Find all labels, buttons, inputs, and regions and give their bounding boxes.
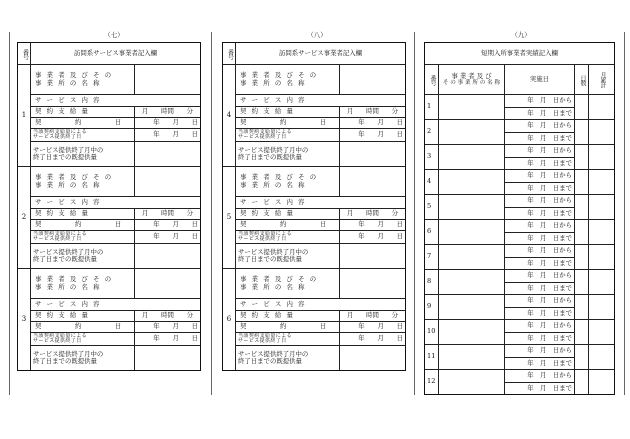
section-7-table <box>17 42 201 371</box>
short-stay-provider-field[interactable] <box>439 345 505 370</box>
short-stay-monthly-total-field[interactable] <box>589 145 615 170</box>
short-stay-monthly-total-field[interactable] <box>589 220 615 245</box>
entry-number: 1 <box>18 65 31 167</box>
contract-date-field[interactable]: 年 月 日 <box>135 220 201 231</box>
short-stay-provider-field[interactable] <box>439 120 505 145</box>
short-stay-to-date[interactable]: 年 月 日まで <box>505 357 575 370</box>
contract-amount-field[interactable]: 月 時間 分 <box>340 107 406 118</box>
contract-date-field[interactable]: 年 月 日 <box>340 118 406 129</box>
contract-amount-label: 契 約 支 給 量 <box>236 311 340 322</box>
short-stay-provider-field[interactable] <box>439 220 505 245</box>
used-amount-label: サービス提供終了月中の 終了日までの既提供量 <box>31 244 135 269</box>
used-amount-field[interactable] <box>135 142 201 167</box>
short-stay-from-date[interactable]: 年 月 日から <box>505 370 575 383</box>
number-header: 番号 <box>223 43 236 65</box>
contract-end-label: 当該契約支給量による サービス提供終了日 <box>31 333 135 346</box>
used-amount-label: サービス提供終了月中の 終了日までの既提供量 <box>31 346 135 371</box>
contract-amount-field[interactable]: 月 時間 分 <box>340 209 406 220</box>
short-stay-provider-field[interactable] <box>439 170 505 195</box>
entry-number: 6 <box>223 269 236 371</box>
contract-amount-label: 契 約 支 給 量 <box>31 209 135 220</box>
short-stay-row-number: 3 <box>425 145 439 170</box>
number-header: 番号 <box>425 65 439 95</box>
contract-end-field[interactable]: 年 月 日 <box>340 333 406 346</box>
short-stay-monthly-total-field[interactable] <box>589 320 615 345</box>
section-8-table <box>222 42 406 371</box>
short-stay-provider-field[interactable] <box>439 195 505 220</box>
short-stay-row-number: 10 <box>425 320 439 345</box>
short-stay-to-date[interactable]: 年 月 日まで <box>505 307 575 320</box>
provider-name-field[interactable] <box>135 167 201 197</box>
used-amount-field[interactable] <box>135 346 201 371</box>
service-content-field[interactable]: サ ー ビ ス 内 容 <box>236 197 406 209</box>
short-stay-provider-field[interactable] <box>439 270 505 295</box>
short-stay-from-date[interactable]: 年 月 日から <box>505 95 575 108</box>
used-amount-field[interactable] <box>340 142 406 167</box>
service-content-field[interactable]: サ ー ビ ス 内 容 <box>236 299 406 311</box>
used-amount-field[interactable] <box>340 244 406 269</box>
short-stay-from-date[interactable]: 年 月 日から <box>505 320 575 333</box>
service-content-field[interactable]: サ ー ビ ス 内 容 <box>31 197 201 209</box>
short-stay-days-field[interactable] <box>575 345 589 370</box>
contract-date-label: 契 約 日 <box>236 322 340 333</box>
entry-number: 5 <box>223 167 236 269</box>
short-stay-to-date[interactable]: 年 月 日まで <box>505 107 575 120</box>
short-stay-days-field[interactable] <box>575 370 589 395</box>
contract-amount-label: 契 約 支 給 量 <box>236 209 340 220</box>
contract-end-field[interactable]: 年 月 日 <box>135 129 201 142</box>
number-header: 番号 <box>18 43 31 65</box>
short-stay-from-date[interactable]: 年 月 日から <box>505 220 575 233</box>
service-content-field[interactable]: サ ー ビ ス 内 容 <box>31 95 201 107</box>
contract-date-field[interactable]: 年 月 日 <box>340 220 406 231</box>
contract-end-label: 当該契約支給量による サービス提供終了日 <box>236 333 340 346</box>
short-stay-row-number: 9 <box>425 295 439 320</box>
contract-date-label: 契 約 日 <box>236 220 340 231</box>
short-stay-to-date[interactable]: 年 月 日まで <box>505 282 575 295</box>
short-stay-monthly-total-field[interactable] <box>589 270 615 295</box>
contract-end-label: 当該契約支給量による サービス提供終了日 <box>236 231 340 244</box>
short-stay-row-number: 5 <box>425 195 439 220</box>
section-7-title: 訪問系サービス事業者記入欄 <box>31 43 201 65</box>
contract-date-label: 契 約 日 <box>31 118 135 129</box>
provider-name-label: 事 業 者 及 び そ の 事 業 所 の 名 称 <box>31 167 135 197</box>
contract-end-label: 当該契約支給量による サービス提供終了日 <box>236 129 340 142</box>
contract-end-field[interactable]: 年 月 日 <box>135 333 201 346</box>
short-stay-provider-field[interactable] <box>439 320 505 345</box>
short-stay-days-field[interactable] <box>575 295 589 320</box>
section-7-label: （七） <box>104 31 124 39</box>
provider-name-label: 事 業 者 及 び そ の 事 業 所 の 名 称 <box>31 65 135 95</box>
short-stay-row-number: 12 <box>425 370 439 395</box>
used-amount-field[interactable] <box>340 346 406 371</box>
entry-number: 2 <box>18 167 31 269</box>
short-stay-to-date[interactable]: 年 月 日まで <box>505 232 575 245</box>
short-stay-monthly-total-field[interactable] <box>589 170 615 195</box>
short-stay-to-date[interactable]: 年 月 日まで <box>505 257 575 270</box>
contract-amount-field[interactable]: 月 時間 分 <box>135 209 201 220</box>
short-stay-monthly-total-field[interactable] <box>589 120 615 145</box>
contract-date-field[interactable]: 年 月 日 <box>135 322 201 333</box>
provider-name-label: 事 業 者 及 び そ の 事 業 所 の 名 称 <box>236 65 340 95</box>
contract-date-field[interactable]: 年 月 日 <box>340 322 406 333</box>
short-stay-row-number: 4 <box>425 170 439 195</box>
used-amount-label: サービス提供終了月中の 終了日までの既提供量 <box>236 142 340 167</box>
short-stay-from-date[interactable]: 年 月 日から <box>505 295 575 308</box>
middle-divider-line <box>414 32 415 395</box>
provider-name-field[interactable] <box>135 65 201 95</box>
short-stay-to-date[interactable]: 年 月 日まで <box>505 157 575 170</box>
provider-name-field[interactable] <box>135 269 201 299</box>
short-stay-from-date[interactable]: 年 月 日から <box>505 270 575 283</box>
short-stay-provider-field[interactable] <box>439 370 505 395</box>
section-9-label: （九） <box>511 31 531 39</box>
used-amount-label: サービス提供終了月中の 終了日までの既提供量 <box>236 346 340 371</box>
short-stay-to-date[interactable]: 年 月 日まで <box>505 382 575 395</box>
contract-amount-field[interactable]: 月 時間 分 <box>135 107 201 118</box>
short-stay-row-number: 1 <box>425 95 439 120</box>
contract-end-field[interactable]: 年 月 日 <box>135 231 201 244</box>
service-content-field[interactable]: サ ー ビ ス 内 容 <box>236 95 406 107</box>
short-stay-monthly-total-field[interactable] <box>589 95 615 120</box>
contract-amount-label: 契 約 支 給 量 <box>236 107 340 118</box>
short-stay-row-number: 2 <box>425 120 439 145</box>
short-stay-row-number: 11 <box>425 345 439 370</box>
provider-name-label: 事 業 者 及 び そ の 事 業 所 の 名 称 <box>236 167 340 197</box>
provider-name-field[interactable] <box>340 65 406 95</box>
section-9-title: 短期入所事業者実績記入欄 <box>425 43 615 65</box>
entry-number: 4 <box>223 65 236 167</box>
section-9-table <box>424 42 615 395</box>
short-stay-monthly-total-field[interactable] <box>589 195 615 220</box>
contract-date-label: 契 約 日 <box>31 220 135 231</box>
contract-end-label: 当該契約支給量による サービス提供終了日 <box>31 129 135 142</box>
short-stay-to-date[interactable]: 年 月 日まで <box>505 207 575 220</box>
provider-name-label: 事 業 者 及 び そ の 事 業 所 の 名 称 <box>31 269 135 299</box>
monthly-total-column-header: 月累計 <box>589 65 615 95</box>
short-stay-provider-field[interactable] <box>439 295 505 320</box>
short-stay-days-field[interactable] <box>575 170 589 195</box>
provider-name-label: 事 業 者 及 び そ の 事 業 所 の 名 称 <box>236 269 340 299</box>
used-amount-label: サービス提供終了月中の 終了日までの既提供量 <box>236 244 340 269</box>
contract-end-field[interactable]: 年 月 日 <box>340 129 406 142</box>
section-8-label: （八） <box>307 31 327 39</box>
short-stay-days-field[interactable] <box>575 220 589 245</box>
short-stay-days-field[interactable] <box>575 95 589 120</box>
date-column-header: 実施日 <box>505 65 575 95</box>
short-stay-provider-field[interactable] <box>439 95 505 120</box>
right-border-line <box>624 32 625 395</box>
short-stay-monthly-total-field[interactable] <box>589 345 615 370</box>
short-stay-row-number: 6 <box>425 220 439 245</box>
contract-date-label: 契 約 日 <box>236 118 340 129</box>
short-stay-from-date[interactable]: 年 月 日から <box>505 145 575 158</box>
provider-name-field[interactable] <box>340 269 406 299</box>
provider-column-header: 事 業 者 及 び そ の 事 業 所 の 名 称 <box>439 65 505 95</box>
short-stay-to-date[interactable]: 年 月 日まで <box>505 182 575 195</box>
short-stay-monthly-total-field[interactable] <box>589 370 615 395</box>
left-divider-line <box>211 32 212 395</box>
short-stay-to-date[interactable]: 年 月 日まで <box>505 332 575 345</box>
contract-amount-label: 契 約 支 給 量 <box>31 107 135 118</box>
short-stay-days-field[interactable] <box>575 195 589 220</box>
short-stay-days-field[interactable] <box>575 120 589 145</box>
short-stay-days-field[interactable] <box>575 270 589 295</box>
short-stay-provider-field[interactable] <box>439 145 505 170</box>
service-content-field[interactable]: サ ー ビ ス 内 容 <box>31 299 201 311</box>
contract-end-label: 当該契約支給量による サービス提供終了日 <box>31 231 135 244</box>
short-stay-days-field[interactable] <box>575 245 589 270</box>
short-stay-monthly-total-field[interactable] <box>589 245 615 270</box>
short-stay-from-date[interactable]: 年 月 日から <box>505 170 575 183</box>
short-stay-days-field[interactable] <box>575 145 589 170</box>
used-amount-label: サービス提供終了月中の 終了日までの既提供量 <box>31 142 135 167</box>
section-8-title: 訪問系サービス事業者記入欄 <box>236 43 406 65</box>
short-stay-days-field[interactable] <box>575 320 589 345</box>
short-stay-from-date[interactable]: 年 月 日から <box>505 195 575 208</box>
contract-amount-field[interactable]: 月 時間 分 <box>340 311 406 322</box>
short-stay-monthly-total-field[interactable] <box>589 295 615 320</box>
contract-date-field[interactable]: 年 月 日 <box>135 118 201 129</box>
contract-amount-label: 契 約 支 給 量 <box>31 311 135 322</box>
short-stay-from-date[interactable]: 年 月 日から <box>505 120 575 133</box>
short-stay-from-date[interactable]: 年 月 日から <box>505 245 575 258</box>
short-stay-provider-field[interactable] <box>439 245 505 270</box>
days-column-header: 日数 <box>575 65 589 95</box>
contract-amount-field[interactable]: 月 時間 分 <box>135 311 201 322</box>
short-stay-from-date[interactable]: 年 月 日から <box>505 345 575 358</box>
used-amount-field[interactable] <box>135 244 201 269</box>
short-stay-row-number: 8 <box>425 270 439 295</box>
entry-number: 3 <box>18 269 31 371</box>
contract-end-field[interactable]: 年 月 日 <box>340 231 406 244</box>
provider-name-field[interactable] <box>340 167 406 197</box>
short-stay-row-number: 7 <box>425 245 439 270</box>
left-border-line <box>9 32 10 395</box>
short-stay-to-date[interactable]: 年 月 日まで <box>505 132 575 145</box>
contract-date-label: 契 約 日 <box>31 322 135 333</box>
